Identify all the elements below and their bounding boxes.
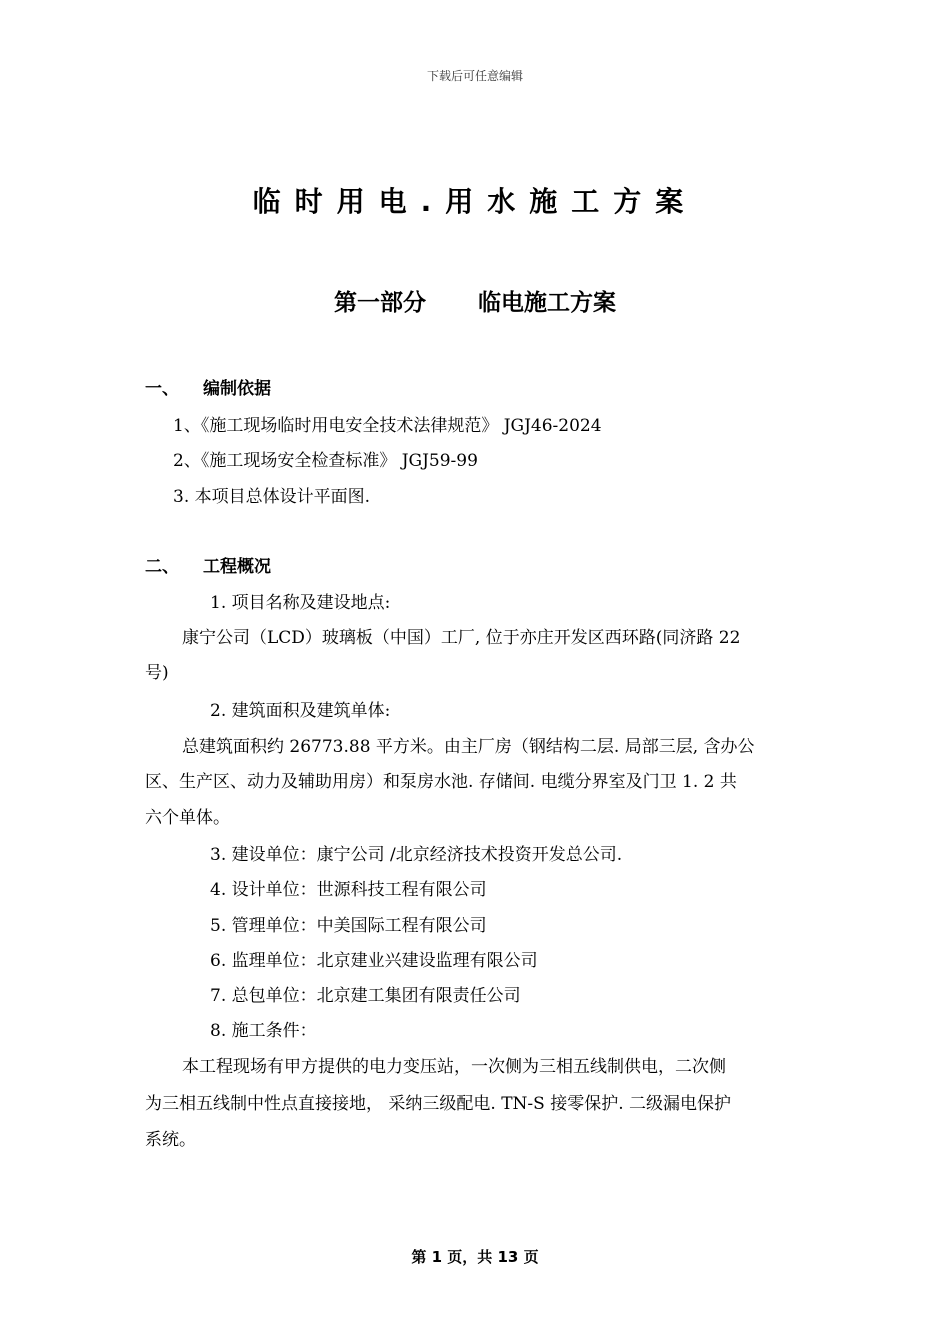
list-item: 7. 总包单位：北京建工集团有限责任公司 xyxy=(210,986,521,1006)
section-title: 编制依据 xyxy=(203,379,271,399)
list-item: 5. 管理单位：中美国际工程有限公司 xyxy=(210,916,487,936)
section-heading-overview xyxy=(145,552,271,577)
part-name: 临电施工方案 xyxy=(478,290,616,316)
list-item: 3. 本项目总体设计平面图. xyxy=(173,487,371,507)
paragraph-line: 本工程现场有甲方提供的电力变压站，一次侧为三相五线制供电，二次侧 xyxy=(182,1057,726,1077)
list-item: 3. 建设单位：康宁公司 /北京经济技术投资开发总公司. xyxy=(210,845,623,865)
list-item: 4. 设计单位：世源科技工程有限公司 xyxy=(210,880,487,900)
list-item: 1. 项目名称及建设地点: xyxy=(210,593,391,613)
header-note: 下载后可任意编辑 xyxy=(426,69,523,83)
paragraph-line: 系统。 xyxy=(145,1130,196,1150)
list-item: 8. 施工条件： xyxy=(210,1021,317,1041)
paragraph-line: 六个单体。 xyxy=(145,808,230,828)
paragraph-line: 区、生产区、动力及辅助用房）和泵房水池. 存储间. 电缆分界室及门卫 1. 2 共 xyxy=(145,772,737,792)
paragraph-line: 为三相五线制中性点直接接地， 采纳三级配电. TN-S 接零保护. 二级漏电保护 xyxy=(145,1094,732,1114)
section-title: 工程概况 xyxy=(203,557,271,577)
list-item: 6. 监理单位：北京建业兴建设监理有限公司 xyxy=(210,951,538,971)
list-item: 2. 建筑面积及建筑单体: xyxy=(210,701,391,721)
section-heading-basis xyxy=(145,374,271,399)
page-footer: 第 1 页，共 13 页 xyxy=(411,1248,539,1266)
part-title xyxy=(0,284,950,317)
paragraph-line: 康宁公司（LCD）玻璃板（中国）工厂, 位于亦庄开发区西环路(同济路 22 xyxy=(182,628,741,648)
paragraph-line: 号) xyxy=(145,663,169,683)
section-number: 二、 xyxy=(145,557,179,577)
section-number: 一、 xyxy=(145,379,179,399)
paragraph-line: 总建筑面积约 26773.88 平方米。由主厂房（钢结构二层. 局部三层, 含办公 xyxy=(182,737,755,757)
document-title: 临时用电.用水施工方案 xyxy=(252,185,698,218)
list-item: 1、《施工现场临时用电安全技术法律规范》 JGJ46-2024 xyxy=(173,416,602,436)
part-label: 第一部分 xyxy=(334,290,426,316)
list-item: 2、《施工现场安全检查标准》 JGJ59-99 xyxy=(173,451,478,471)
